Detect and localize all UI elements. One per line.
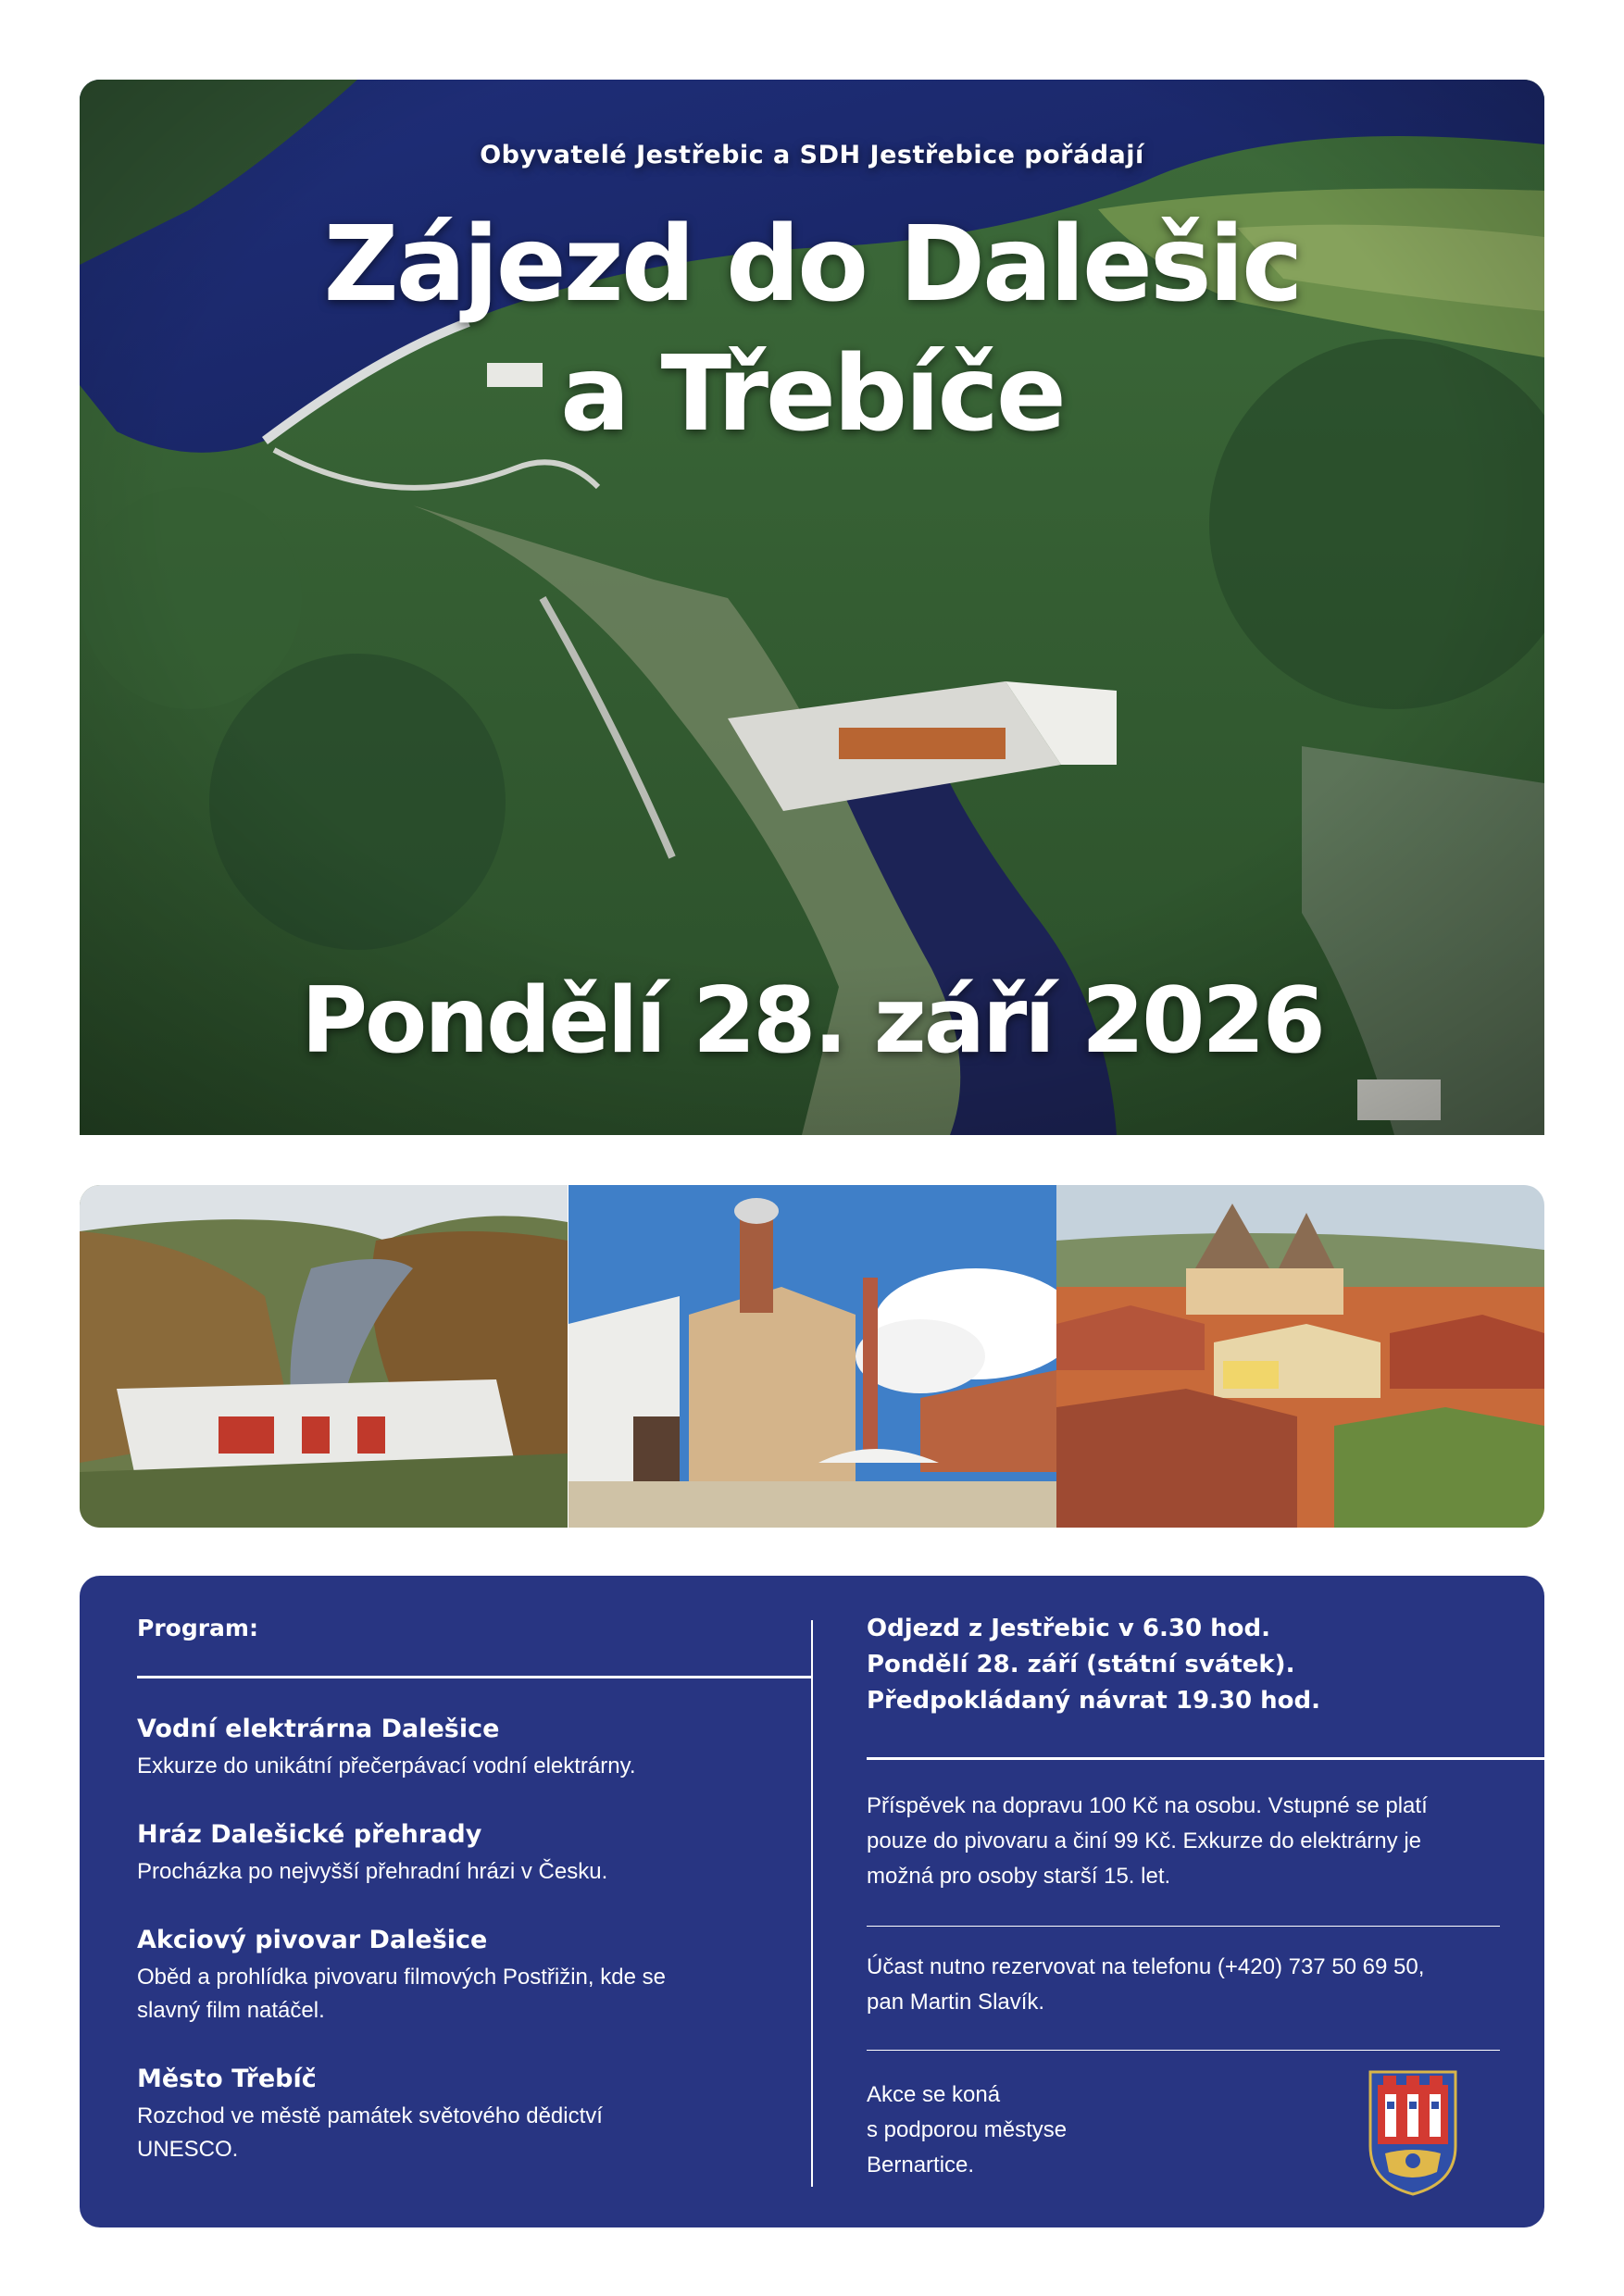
program-item-desc: Procházka po nejvyšší přehradní hrázi v Česku.: [137, 1859, 608, 1884]
program-item-title: Akciový pivovar Dalešice: [137, 1926, 488, 1954]
program-item: [137, 1713, 776, 1783]
desc-line: Oběd a prohlídka pivovaru filmových Postřižin, kde se: [137, 1965, 666, 1990]
title-line-2: a Třebíče: [560, 334, 1064, 455]
details-divider: [867, 1757, 1572, 1760]
column-divider: [811, 1620, 813, 2187]
details-divider: [867, 2050, 1500, 2051]
program-item: [137, 1818, 776, 1889]
dalesice-power-plant-photo: [80, 1185, 568, 1528]
departure-date: Pondělí 28. září (státní svátek).: [867, 1651, 1295, 1678]
program-item-title: Vodní elektrárna Dalešice: [137, 1715, 500, 1743]
hero-image: [80, 80, 1544, 1135]
departure-time: Odjezd z Jestřebic v 6.30 hod.: [867, 1615, 1270, 1642]
price-line: možná pro osoby starší 15. let.: [867, 1864, 1171, 1889]
program-heading-divider: [137, 1676, 811, 1678]
photo-strip: [80, 1185, 1544, 1528]
title-line-1: Zájezd do Dalešic: [323, 205, 1301, 325]
program-item-desc: Exkurze do unikátní přečerpávací vodní elektrárny.: [137, 1753, 636, 1778]
price-line: pouze do pivovaru a činí 99 Kč. Exkurze do elektrárny je: [867, 1828, 1421, 1853]
price-info: [867, 1789, 1505, 1894]
program-item-desc: [137, 1961, 776, 2028]
reservation-line: pan Martin Slavík.: [867, 1990, 1045, 2015]
program-item-desc: [137, 2100, 776, 2166]
support-line: s podporou městyse: [867, 2117, 1068, 2142]
event-title: [80, 200, 1544, 459]
details-divider: [867, 1926, 1500, 1927]
dalesice-brewery-photo: [568, 1185, 1056, 1528]
program-item: [137, 2063, 776, 2166]
trebic-town-photo: [1056, 1185, 1544, 1528]
departure-info: [867, 1611, 1320, 1719]
support-line: Bernartice.: [867, 2152, 975, 2177]
program-heading: Program:: [137, 1615, 258, 1641]
desc-line: slavný film natáčel.: [137, 1998, 325, 2023]
program-item: [137, 1924, 776, 2028]
organizers-line: Obyvatelé Jestřebic a SDH Jestřebice pořádají: [480, 141, 1144, 169]
program-item-title: Město Třebíč: [137, 2065, 317, 2093]
return-time: Předpokládaný návrat 19.30 hod.: [867, 1687, 1321, 1715]
info-panel: [80, 1576, 1544, 2227]
desc-line: Rozchod ve městě památek světového dědictví: [137, 2103, 603, 2128]
price-line: Příspěvek na dopravu 100 Kč na osobu. Vstupné se platí: [867, 1793, 1428, 1818]
desc-line: UNESCO.: [137, 2137, 239, 2162]
reservation-line: Účast nutno rezervovat na telefonu (+420) 737 50 69 50,: [867, 1954, 1425, 1979]
reservation-info: [867, 1950, 1505, 2020]
support-line: Akce se koná: [867, 2082, 1001, 2107]
event-date: Pondělí 28. září 2026: [301, 968, 1323, 1074]
program-item-title: Hráz Dalešické přehrady: [137, 1820, 482, 1849]
bernartice-coat-of-arms-icon: [1367, 2068, 1459, 2196]
